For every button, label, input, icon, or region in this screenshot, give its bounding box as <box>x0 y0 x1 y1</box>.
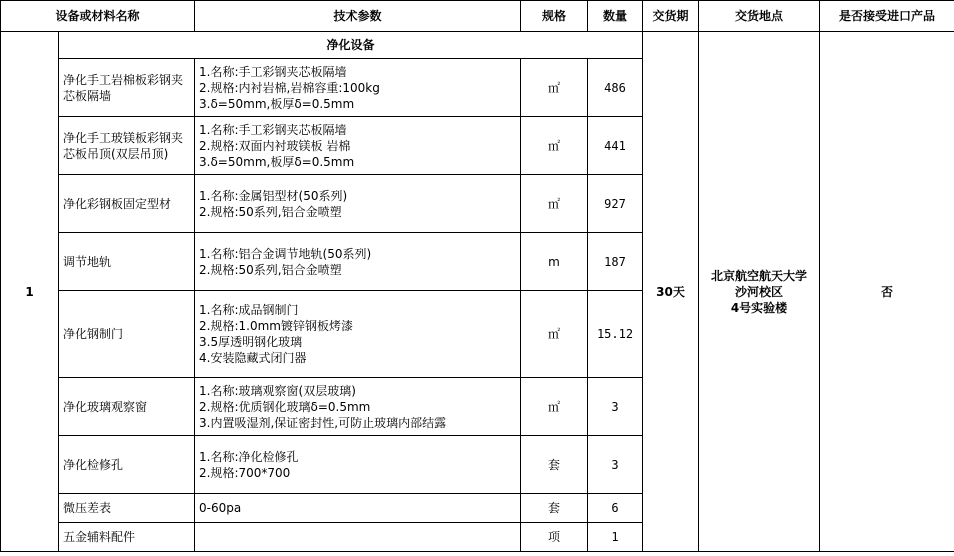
header-qty: 数量 <box>588 1 643 32</box>
item-spec: ㎡ <box>521 175 588 233</box>
item-spec: m <box>521 233 588 291</box>
header-params: 技术参数 <box>195 1 521 32</box>
header-place: 交货地点 <box>699 1 820 32</box>
item-param-line: 3.内置吸湿剂,保证密封性,可防止玻璃内部结露 <box>199 415 447 430</box>
item-qty: 441 <box>588 117 643 175</box>
item-params <box>195 291 521 378</box>
item-name: 净化彩钢板固定型材 <box>59 175 195 233</box>
row-number: 1 <box>1 32 59 552</box>
delivery-period: 30天 <box>643 32 699 552</box>
item-qty: 927 <box>588 175 643 233</box>
item-param-line: 2.规格:双面内衬玻镁板 岩棉 <box>199 138 351 153</box>
item-param-line: 2.规格:内衬岩棉,岩棉容重:100kg <box>199 80 380 95</box>
item-spec: ㎡ <box>521 378 588 436</box>
item-params <box>195 233 521 291</box>
item-qty: 3 <box>588 436 643 494</box>
group-title: 净化设备 <box>59 32 643 59</box>
item-qty: 3 <box>588 378 643 436</box>
delivery-place-line-1: 北京航空航天大学 <box>711 268 808 283</box>
item-param-line: 3.δ=50mm,板厚δ=0.5mm <box>199 96 355 111</box>
item-param-line: 1.名称:净化检修孔 <box>199 449 299 464</box>
delivery-place-line-2: 沙河校区 <box>735 284 784 299</box>
delivery-place-line-3: 4号实验楼 <box>730 300 788 315</box>
item-qty: 486 <box>588 59 643 117</box>
item-param-line: 0-60pa <box>199 501 242 515</box>
item-name: 微压差表 <box>59 494 195 523</box>
item-spec: ㎡ <box>521 291 588 378</box>
item-name: 净化检修孔 <box>59 436 195 494</box>
item-params <box>195 436 521 494</box>
item-param-line: 2.规格:1.0mm镀锌钢板烤漆 <box>199 319 353 333</box>
item-param-line: 1.名称:手工彩钢夹芯板隔墙 <box>199 122 347 137</box>
group-row <box>1 32 954 59</box>
item-spec: 项 <box>521 523 588 552</box>
accept-import: 否 <box>820 32 954 552</box>
item-param-line: 2.规格:700*700 <box>199 465 291 480</box>
item-name: 调节地轨 <box>59 233 195 291</box>
item-param-line: 3.5厚透明钢化玻璃 <box>199 335 303 349</box>
header-imported: 是否接受进口产品 <box>820 1 954 32</box>
header-period: 交货期 <box>643 1 699 32</box>
item-spec: 套 <box>521 494 588 523</box>
item-param-line: 2.规格:50系列,铝合金喷塑 <box>199 262 342 277</box>
item-params <box>195 59 521 117</box>
header-row <box>1 1 954 32</box>
item-spec: ㎡ <box>521 117 588 175</box>
header-spec: 规格 <box>521 1 588 32</box>
delivery-place <box>699 32 820 552</box>
item-param-line: 2.规格:50系列,铝合金喷塑 <box>199 204 342 219</box>
item-spec: 套 <box>521 436 588 494</box>
item-name: 净化玻璃观察窗 <box>59 378 195 436</box>
item-qty: 15.12 <box>588 291 643 378</box>
item-param-line: 1.名称:金属铝型材(50系列) <box>199 188 348 203</box>
item-param-line: 1.名称:铝合金调节地轨(50系列) <box>199 246 372 261</box>
item-param-line: 3.δ=50mm,板厚δ=0.5mm <box>199 154 355 169</box>
item-param-line: 4.安装隐藏式闭门器 <box>199 351 307 365</box>
item-param-line: 1.名称:玻璃观察窗(双层玻璃) <box>199 383 356 398</box>
item-name: 净化手工岩棉板彩钢夹芯板隔墙 <box>59 59 195 117</box>
item-name: 净化钢制门 <box>59 291 195 378</box>
item-params <box>195 523 521 552</box>
item-param-line: 2.规格:优质钢化玻璃δ=0.5mm <box>199 399 371 414</box>
item-qty: 187 <box>588 233 643 291</box>
item-params <box>195 117 521 175</box>
item-name: 净化手工玻镁板彩钢夹芯板吊顶(双层吊顶) <box>59 117 195 175</box>
header-name: 设备或材料名称 <box>1 1 195 32</box>
item-name: 五金辅料配件 <box>59 523 195 552</box>
item-qty: 1 <box>588 523 643 552</box>
item-qty: 6 <box>588 494 643 523</box>
item-spec: ㎡ <box>521 59 588 117</box>
item-params <box>195 378 521 436</box>
item-param-line: 1.名称:成品钢制门 <box>199 303 299 317</box>
item-params <box>195 494 521 523</box>
item-param-line: 1.名称:手工彩钢夹芯板隔墙 <box>199 64 347 79</box>
item-params <box>195 175 521 233</box>
